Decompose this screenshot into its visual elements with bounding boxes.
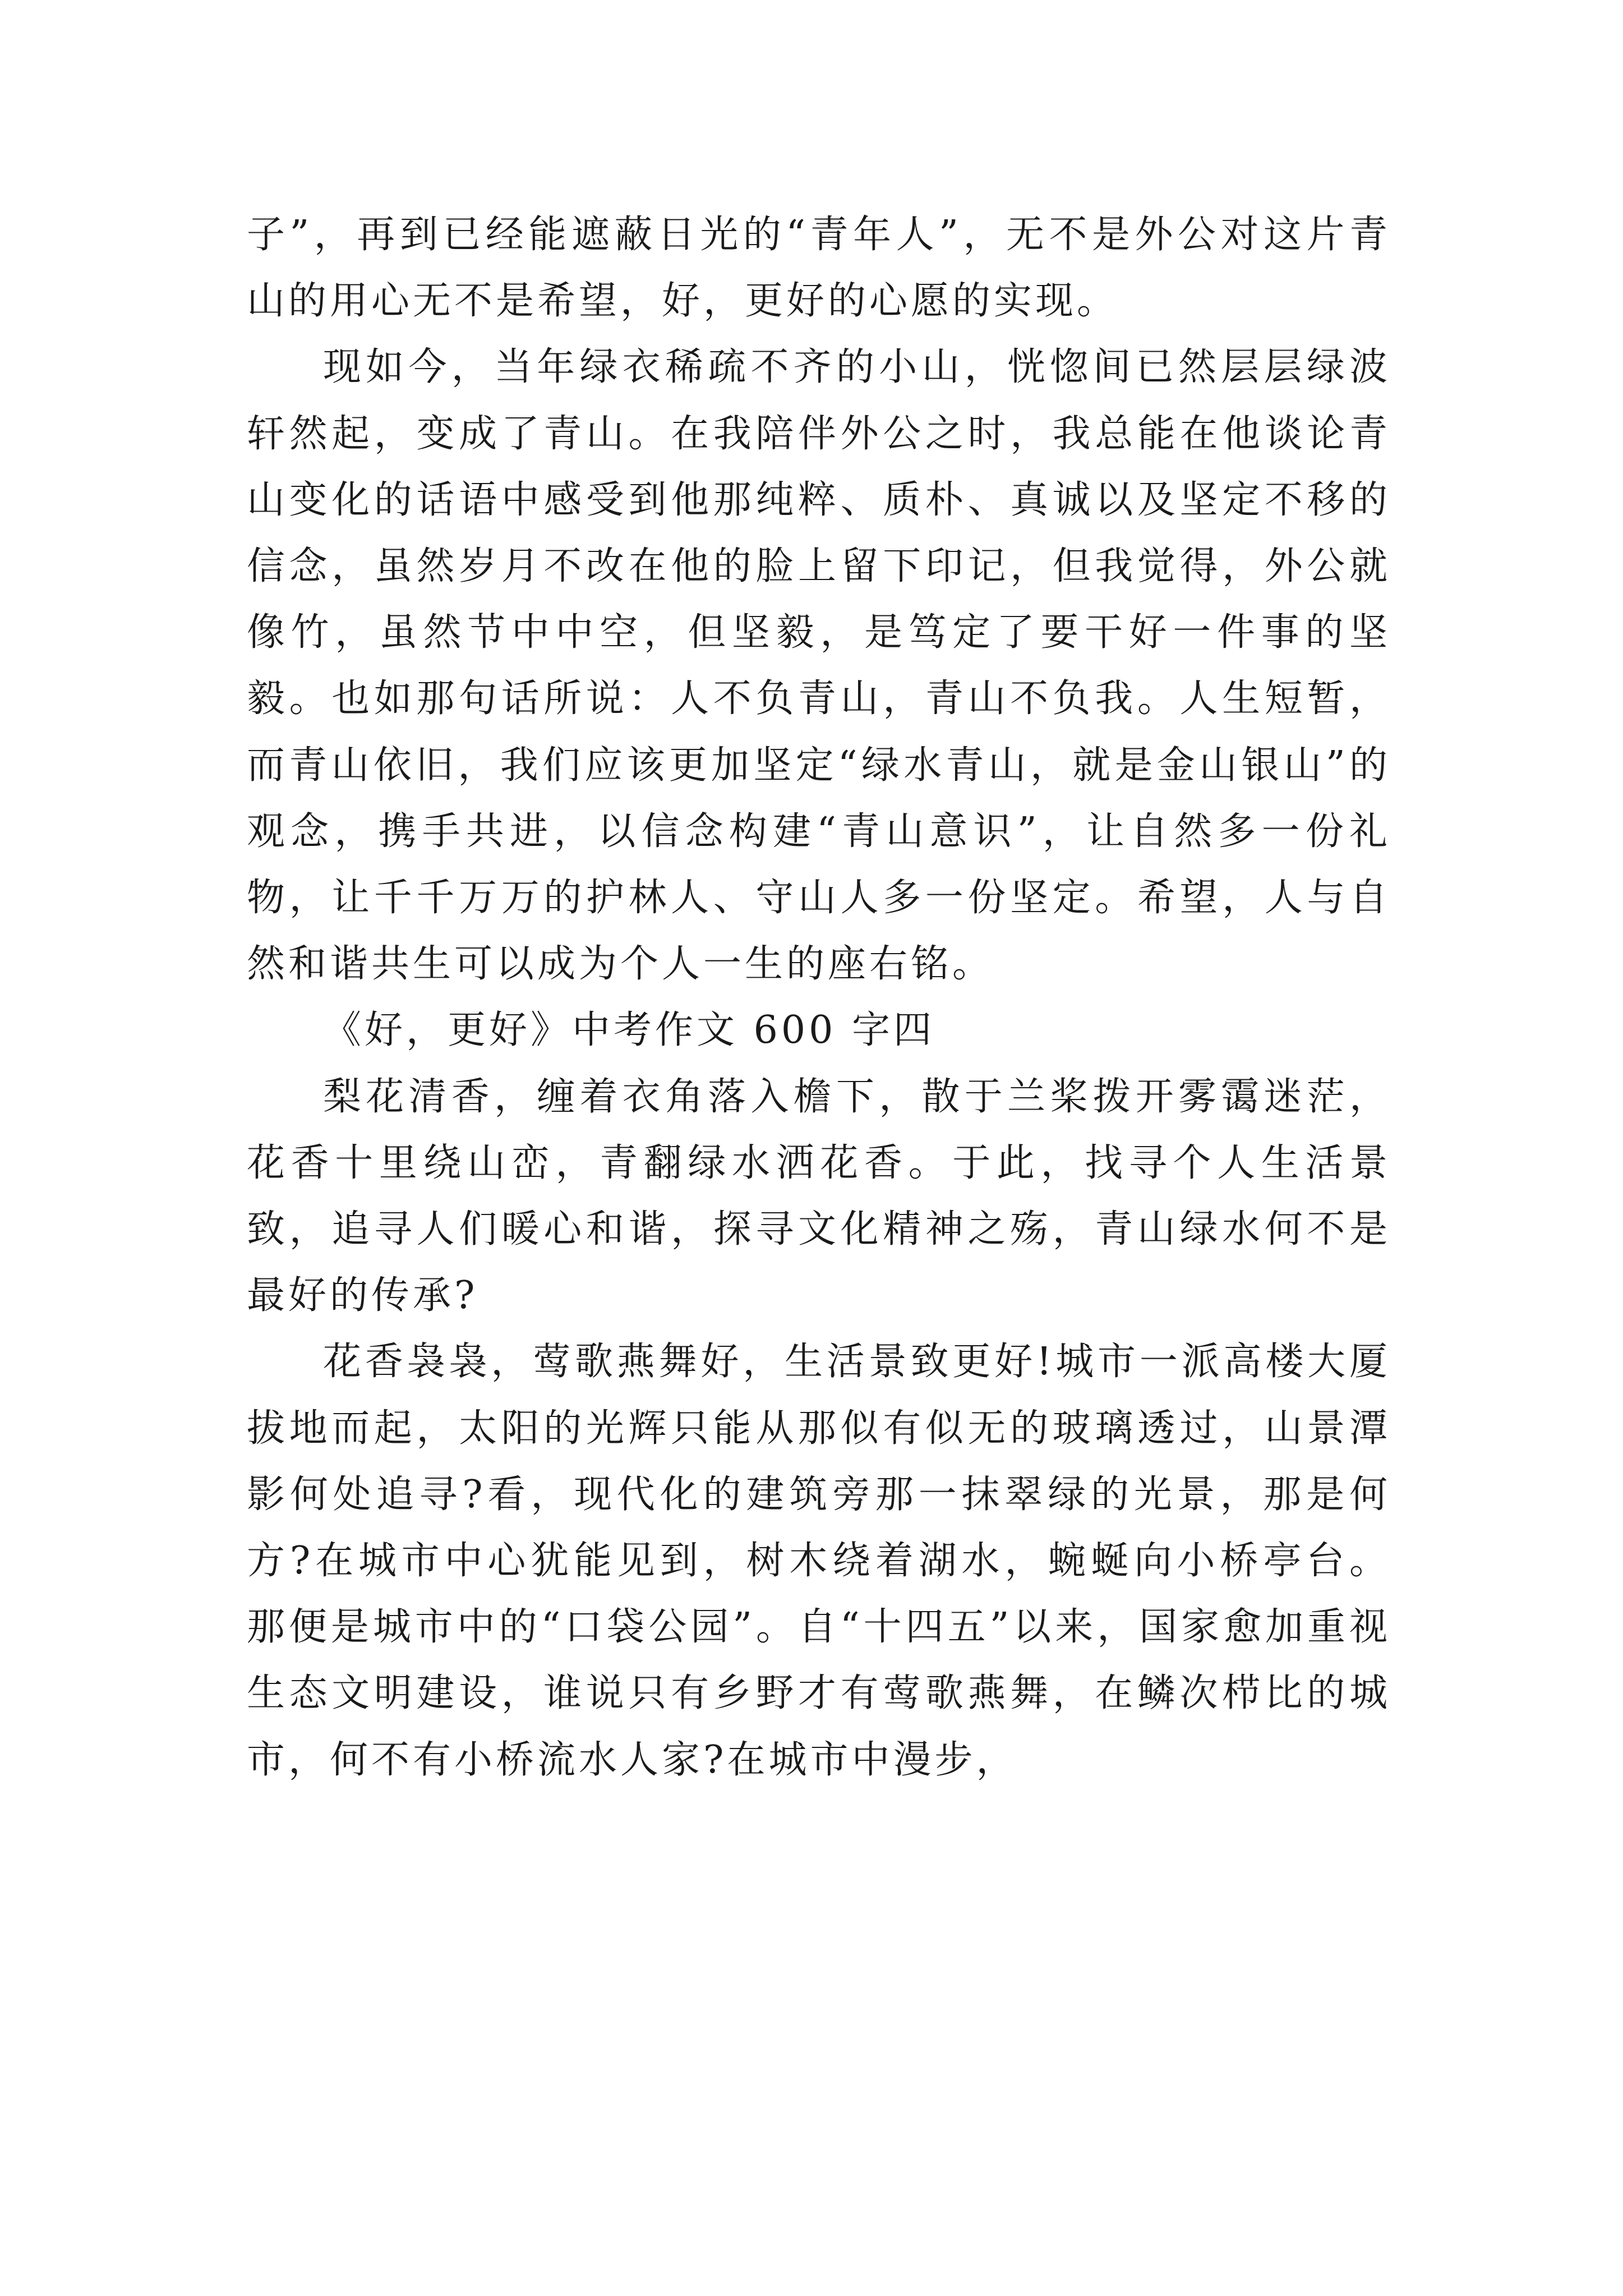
essay-body: [247, 202, 1391, 1793]
paragraph-continuation: 子”，再到已经能遮蔽日光的“青年人”，无不是外公对这片青山的用心无不是希望，好，更好的心愿的实现。: [247, 213, 1391, 324]
paragraph-city-park: 花香袅袅，莺歌燕舞好，生活景致更好!城市一派高楼大厦拔地而起，太阳的光辉只能从那似有似无的玻璃透过，山景潭影何处追寻?看，现代化的建筑旁那一抹翠绿的光景，那是何方?在城市中心犹能见到，树木绕着湖水，蜿蜒向小桥亭台。那便是城市中的“口袋公园”。自“十四五”以来，国家愈加重视生态文明建设，谁说只有乡野才有莺歌燕舞，在鳞次栉比的城市，何不有小桥流水人家?在城市中漫步，: [247, 1340, 1391, 1782]
paragraph-green-mountain: 现如今，当年绿衣稀疏不齐的小山，恍惚间已然层层绿波轩然起，变成了青山。在我陪伴外公之时，我总能在他谈论青山变化的话语中感受到他那纯粹、质朴、真诚以及坚定不移的信念，虽然岁月不改在他的脸上留下印记，但我觉得，外公就像竹，虽然节中中空，但坚毅，是笃定了要干好一件事的坚毅。也如那句话所说：人不负青山，青山不负我。人生短暂，而青山依旧，我们应该更加坚定“绿水青山，就是金山银山”的观念，携手共进，以信念构建“青山意识”，让自然多一份礼物，让千千万万的护林人、守山人多一份坚定。希望，人与自然和谐共生可以成为个人一生的座右铭。: [247, 345, 1391, 987]
section-heading: 《好，更好》中考作文 600 字四: [323, 1008, 935, 1053]
paragraph-pear-blossom: 梨花清香，缠着衣角落入檐下，散于兰桨拨开雾霭迷茫，花香十里绕山峦，青翻绿水洒花香。于此，找寻个人生活景致，追寻人们暖心和谐，探寻文化精神之殇，青山绿水何不是最好的传承?: [247, 1074, 1391, 1318]
